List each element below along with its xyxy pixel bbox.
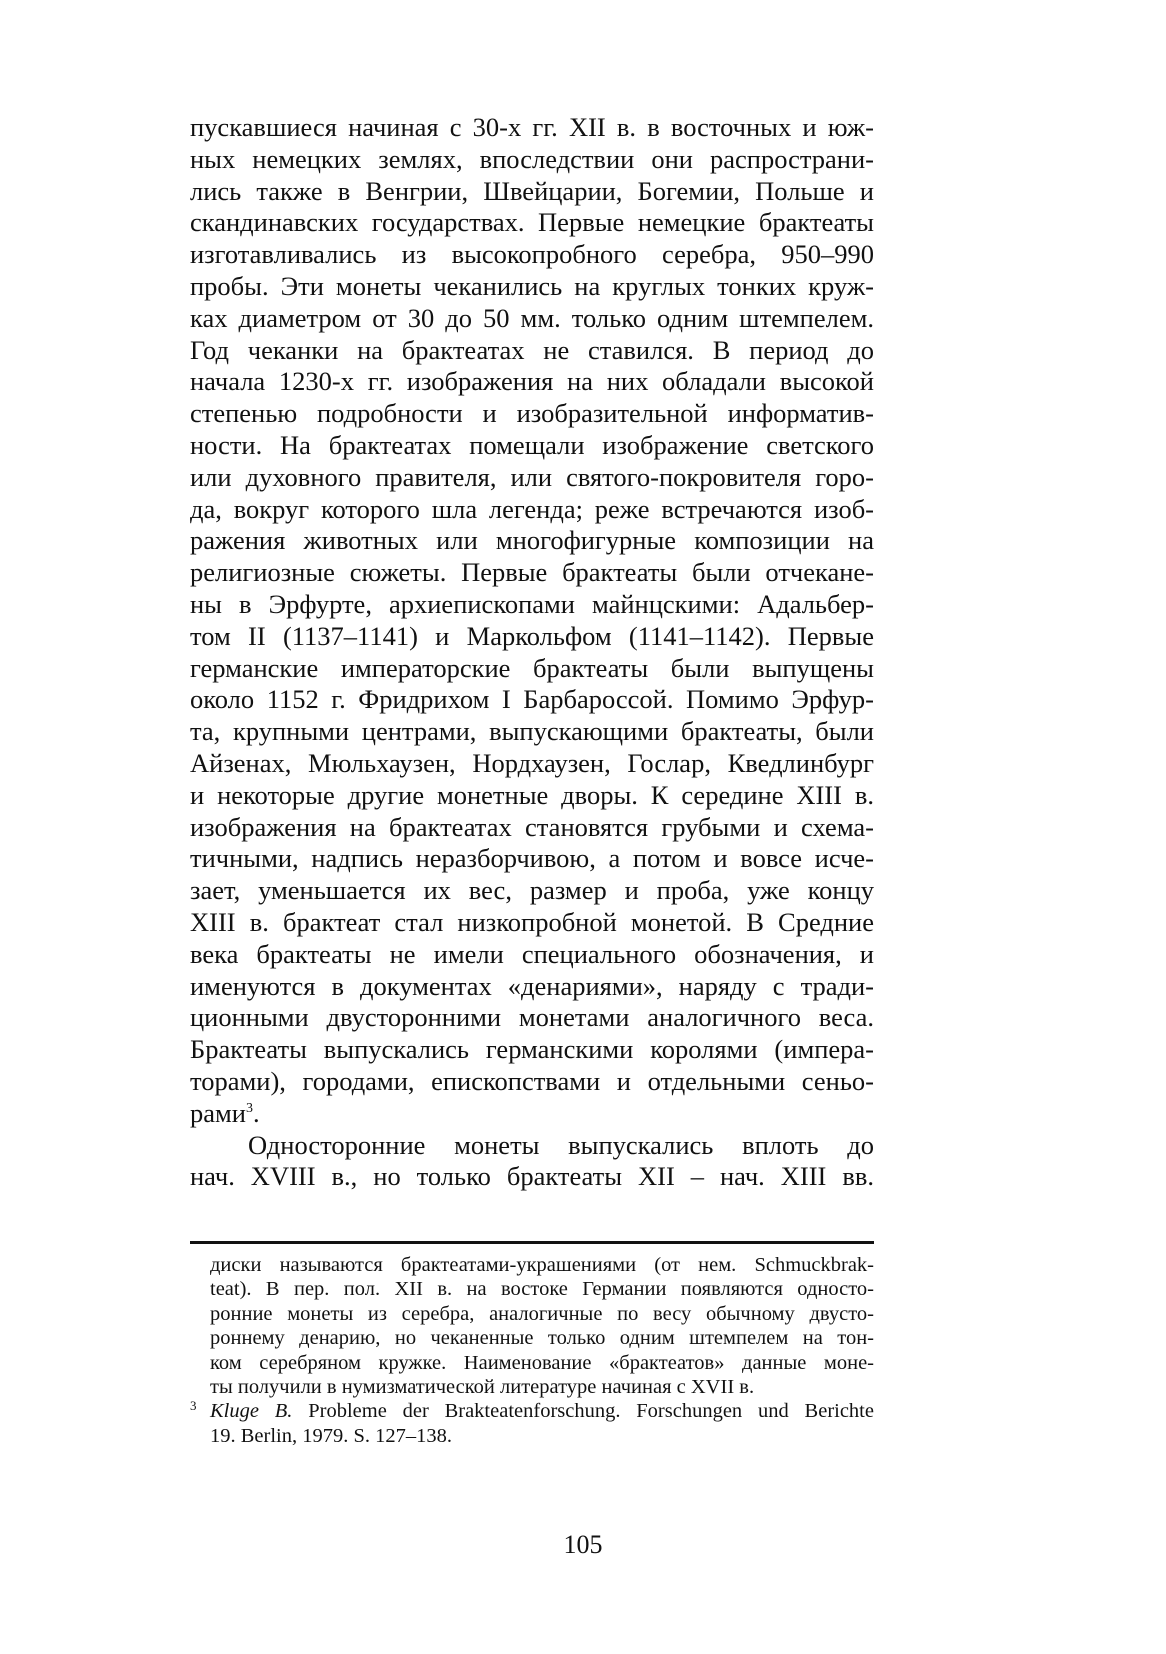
text-line: начала 1230-х гг. изображения на них обладали высокой [190, 366, 874, 397]
footnote-reference: 3 [245, 1100, 253, 1116]
text-line: Айзенах, Мюльхаузен, Нордхаузен, Гослар, Кведлинбург [190, 747, 874, 778]
text-line: та, крупными центрами, выпускающими брактеаты, были [190, 716, 874, 747]
text-line: торами), городами, епископствами и отдельными сеньо- [190, 1065, 874, 1096]
text-line: ках диаметром от 30 до 50 мм. только одним штемпелем. [190, 302, 874, 333]
footnote-line: ты получили в нумизматической литературе начиная с XVII в. [210, 1375, 755, 1398]
footnote-separator [190, 1241, 874, 1244]
page-number: 105 [563, 1530, 603, 1559]
text-line: века брактеаты не имели специального обозначения, и [190, 938, 874, 969]
text-line: ны в Эрфурте, архиепископами майнцскими: Адальбер- [190, 588, 874, 619]
text-line: пробы. Эти монеты чеканились на круглых тонких круж- [190, 270, 874, 301]
footnote-line: диски называются брактеатами-украшениями (от нем. Schmuckbrak- [210, 1254, 874, 1276]
text-line: и некоторые другие монетные дворы. К середине XIII в. [190, 779, 874, 810]
text-line: около 1152 г. Фридрихом I Барбароссой. Помимо Эрфур- [190, 684, 874, 715]
footnote-line: ком серебряном кружке. Наименование «брактеатов» данные моне- [210, 1351, 874, 1374]
text-line: тичными, надпись неразборчивою, а потом и вовсе исче- [190, 843, 874, 874]
text-line: ражения животных или многофигурные композиции на [190, 525, 874, 556]
text-fragment: . [252, 1097, 260, 1128]
text-line: ционными двусторонними монетами аналогичного веса. [190, 1002, 874, 1033]
text-line: изготавливались из высокопробного серебра, 950–990 [190, 239, 874, 270]
text-line: ных немецких землях, впоследствии они распространи- [190, 143, 874, 174]
paragraph-start-line: Односторонние монеты выпускались вплоть до [248, 1129, 874, 1160]
text-line: именуются в документах «денариями», наряду с тради- [190, 970, 874, 1001]
footnote-author: Kluge B. [210, 1400, 293, 1423]
footnote-line: роннему денарию, но чеканенные только одним штемпелем на тон- [210, 1327, 874, 1350]
text-line: изображения на брактеатах становятся грубыми и схема- [190, 811, 874, 842]
text-line: или духовного правителя, или святого-покровителя горо- [190, 461, 874, 492]
text-line: германские императорские брактеаты были выпущены [190, 652, 874, 683]
text-line: религиозные сюжеты. Первые брактеаты были отчекане- [190, 557, 874, 588]
text-line: пускавшиеся начиная с 30-х гг. XII в. в восточных и юж- [190, 112, 874, 142]
text-line: ности. На брактеатах помещали изображение светского [190, 429, 874, 460]
text-line: Брактеаты выпускались германскими королями (импера- [190, 1034, 874, 1065]
text-line: XIII в. брактеат стал низкопробной монетой. В Средние [190, 906, 874, 937]
text-line: нач. XVIII в., но только брактеаты XII – нач. XIII вв. [190, 1161, 874, 1192]
text-line: зает, уменьшается их вес, размер и проба, уже концу [190, 875, 874, 906]
paragraph-end-line [190, 1098, 874, 1130]
footnote-line: 19. Berlin, 1979. S. 127–138. [210, 1424, 453, 1447]
footnote-line: teat). В пер. пол. XII в. на востоке Германии появляются односто- [210, 1278, 874, 1301]
text-line: да, вокруг которого шла легенда; реже встречаются изоб- [190, 493, 874, 524]
main-text [190, 112, 874, 1193]
text-line: скандинавских государствах. Первые немецкие брактеаты [190, 207, 874, 238]
footnote-title: Probleme der Brakteatenforschung. Forschungen und Berichte [292, 1400, 874, 1423]
text-line: том II (1137–1141) и Маркольфом (1141–1142). Первые [190, 620, 874, 651]
text-line: Год чеканки на брактеатах не ставился. В период до [190, 334, 874, 365]
footnotes [190, 1253, 874, 1448]
text-line: степенью подробности и изобразительной информатив- [190, 398, 874, 429]
footnote-3: 3 Kluge B. Probleme der Brakteatenforschung. Forschungen und Berichte [190, 1398, 874, 1423]
text-line: лись также в Венгрии, Швейцарии, Богемии, Польше и [190, 175, 874, 206]
text-fragment: рами [190, 1097, 246, 1128]
footnote-line: ронние монеты из серебра, аналогичные по весу обычному двусто- [210, 1302, 874, 1325]
